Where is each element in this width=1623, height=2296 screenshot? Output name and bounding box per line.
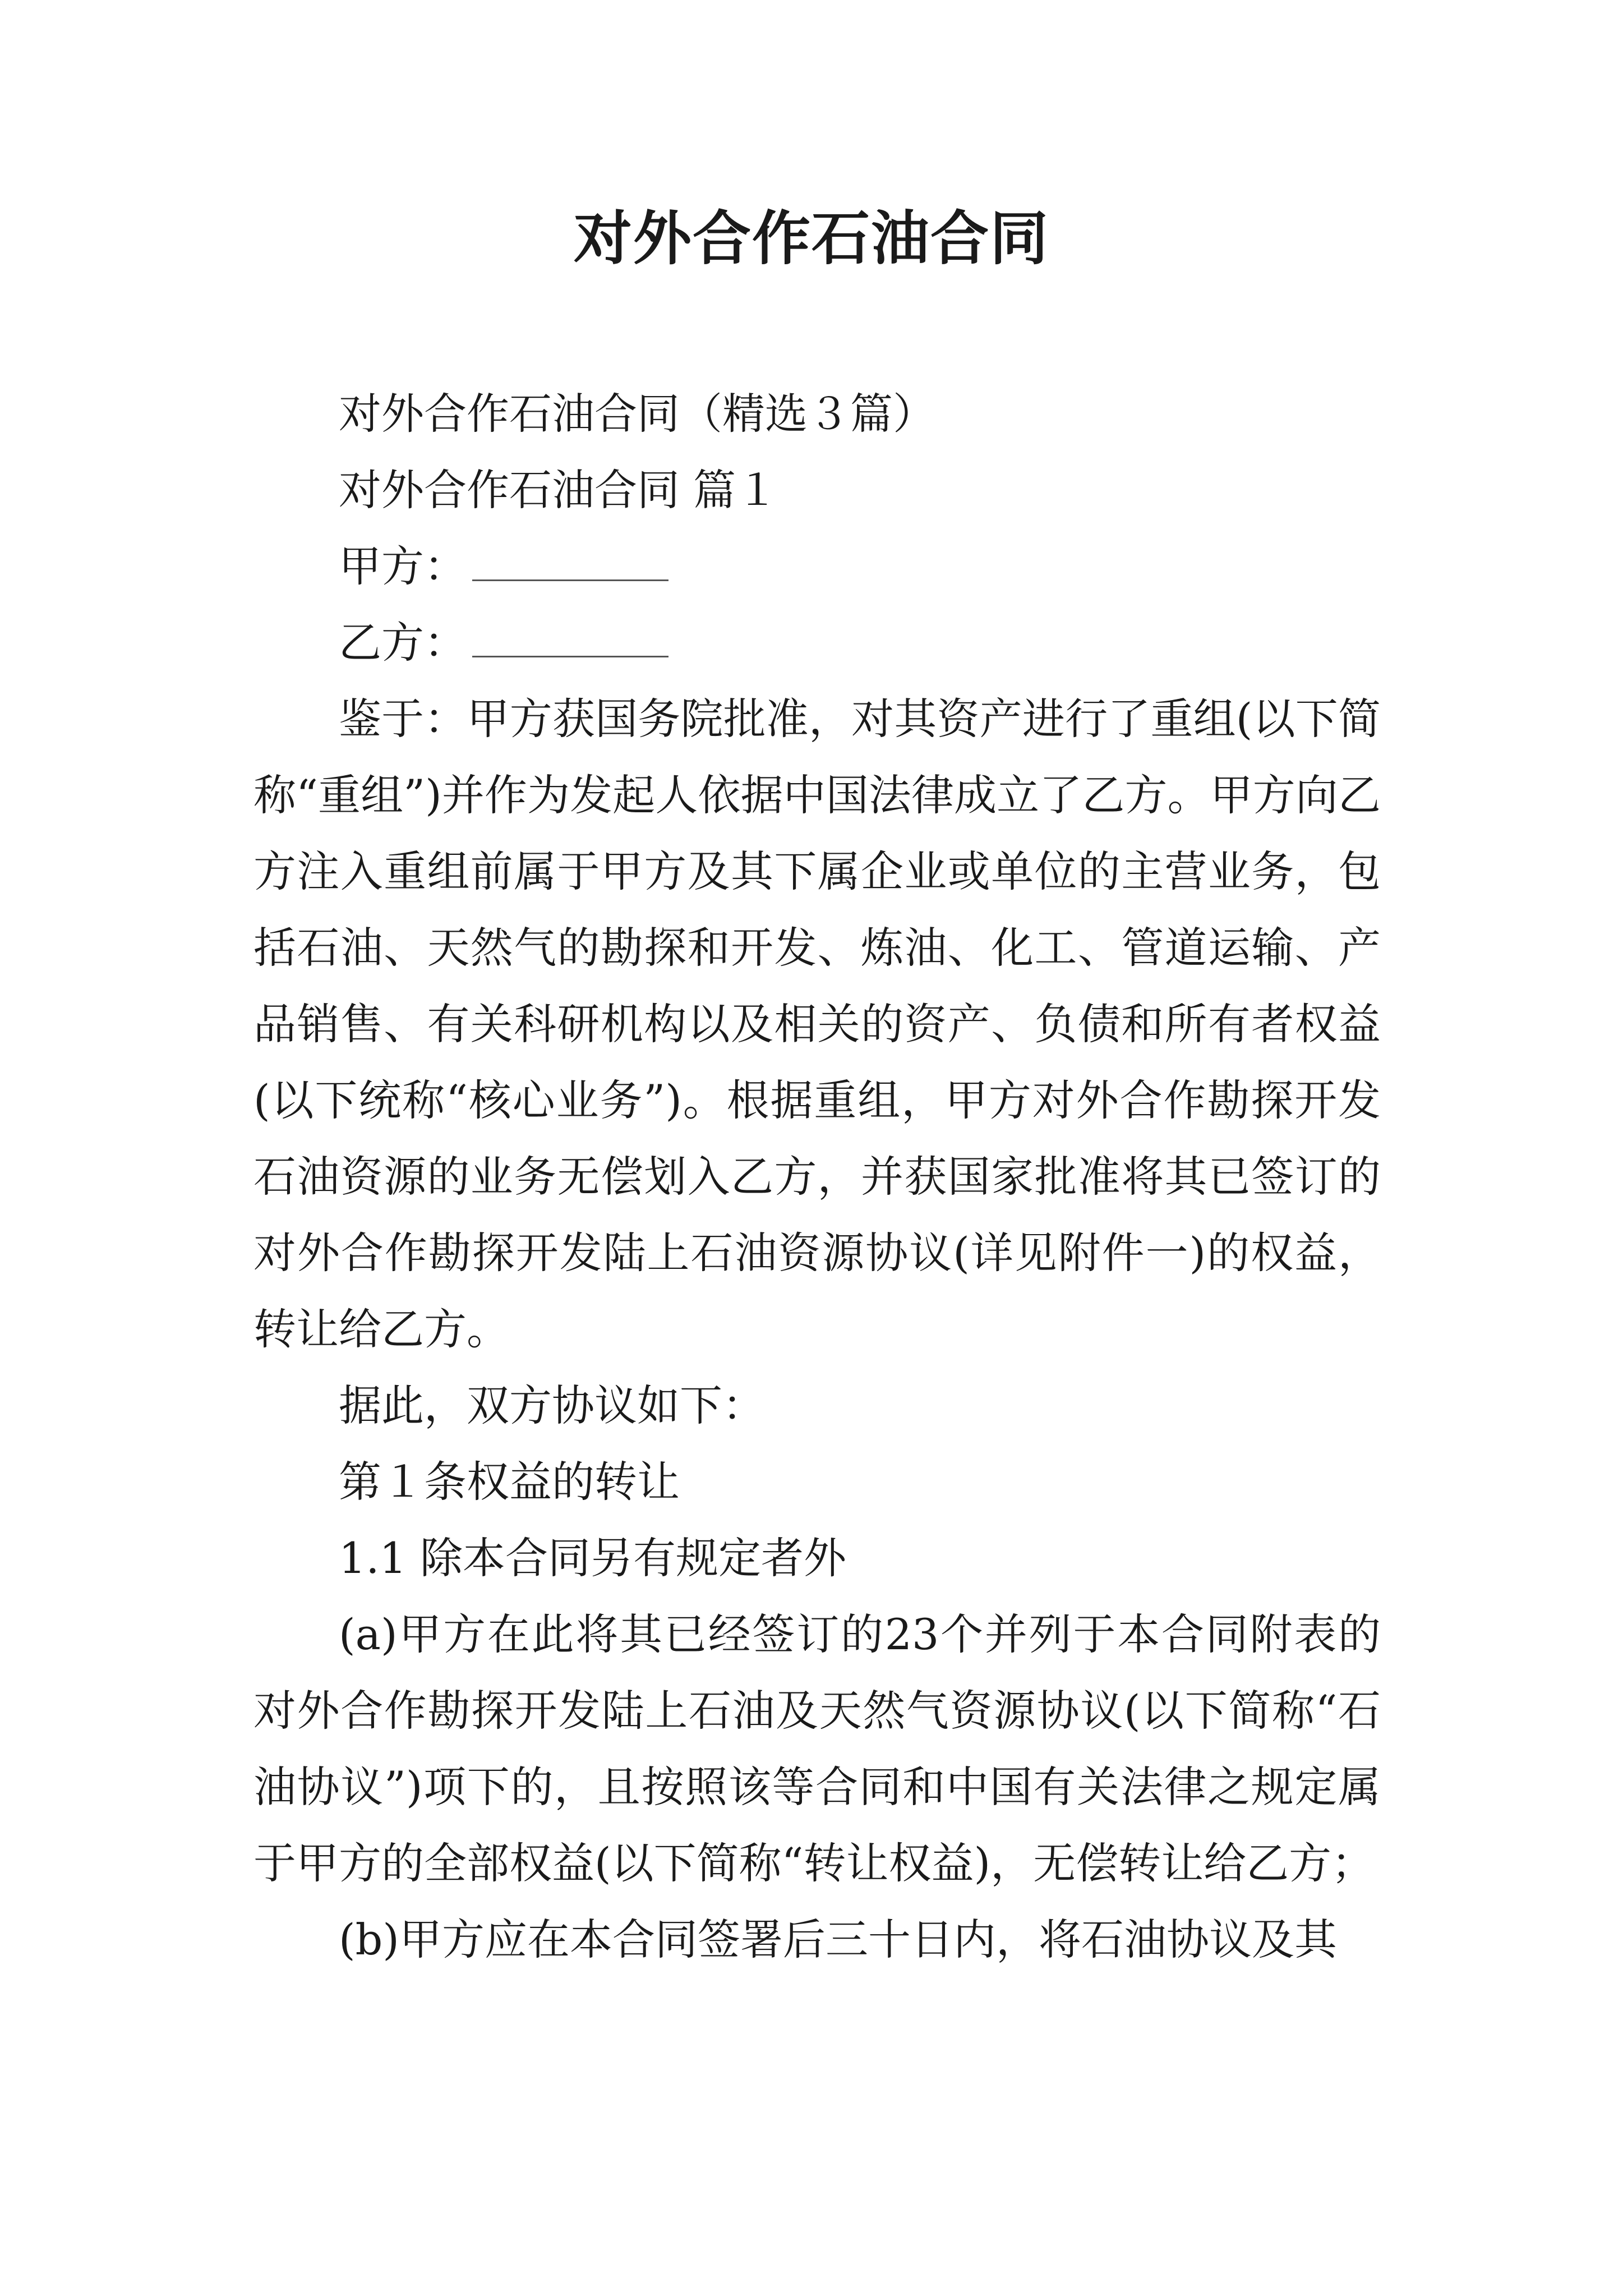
document-subtitle: 对外合作石油合同（精选３篇） (339, 389, 935, 439)
party-a-blank (472, 546, 668, 581)
party-b-line (253, 605, 1381, 681)
article-1-heading: 第１条权益的转让 (339, 1457, 680, 1507)
agreement-intro: 据此，双方协议如下： (339, 1381, 765, 1430)
document-body (253, 376, 1381, 1978)
clause-a: (a)甲方在此将其已经签订的23个并列于本合同附表的对外合作勘探开发陆上石油及天然气资源协议(以下简称“石油协议”)项下的，且按照该等合同和中国有关法律之规定属于甲方的全部权益(以下简称“转让权益)，无偿转让给乙方； (253, 1609, 1381, 1888)
party-b-blank (472, 622, 668, 657)
clause-1-1: 1.1 除本合同另有规定者外 (339, 1533, 847, 1583)
party-a-label: 甲方： (339, 541, 467, 591)
document-title: 对外合作石油合同 (573, 204, 1049, 273)
party-a-line (253, 528, 1381, 605)
section-heading: 对外合作石油合同 篇１ (339, 465, 779, 515)
clause-b: (b)甲方应在本合同签署后三十日内，将石油协议及其 (339, 1915, 1337, 1964)
recital-paragraph: 鉴于：甲方获国务院批准，对其资产进行了重组(以下简称“重组”)并作为发起人依据中国法律成立了乙方。甲方向乙方注入重组前属于甲方及其下属企业或单位的主营业务，包括石油、天然气的勘探和开发、炼油、化工、管道运输、产品销售、有关科研机构以及相关的资产、负债和所有者权益(以下统称“核心业务”)。根据重组，甲方对外合作勘探开发石油资源的业务无偿划入乙方，并获国家批准将其已签订的对外合作勘探开发陆上石油资源协议(详见附件一)的权益，转让给乙方。 (253, 694, 1381, 1354)
party-b-label: 乙方： (339, 618, 467, 668)
